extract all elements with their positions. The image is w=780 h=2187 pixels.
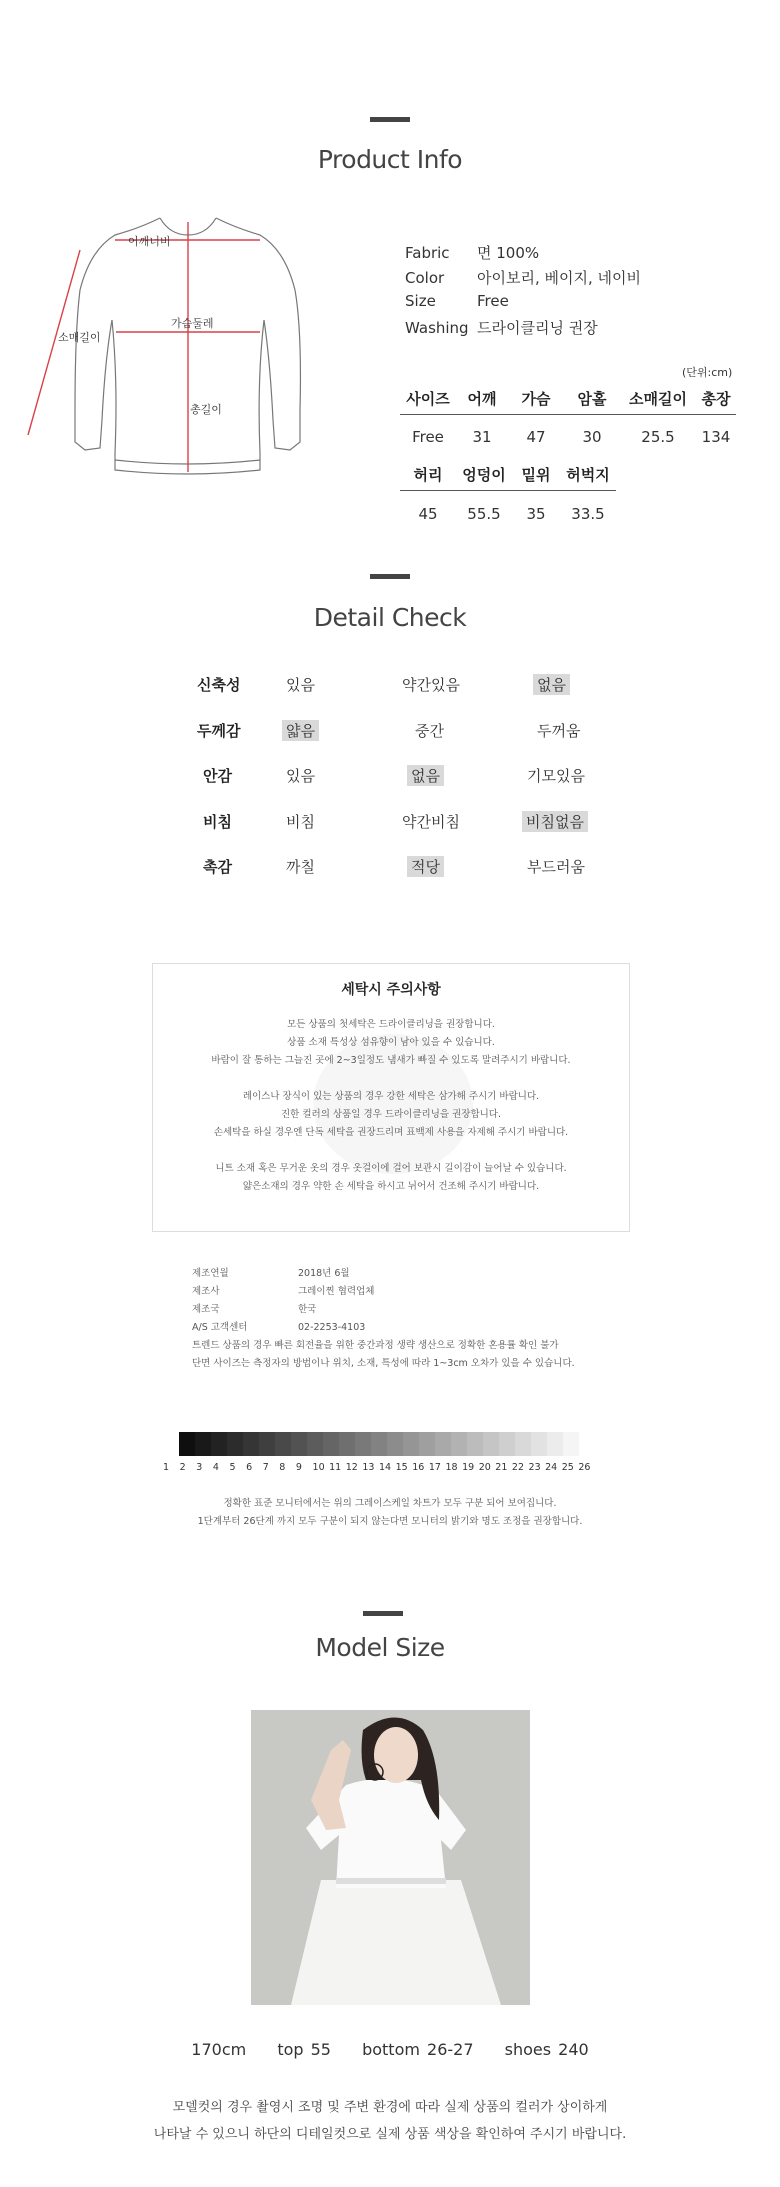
size-value: 31 <box>472 428 492 446</box>
grayscale-number: 14 <box>379 1462 392 1473</box>
grayscale-number: 3 <box>196 1462 203 1473</box>
grayscale-number: 26 <box>578 1462 591 1473</box>
label-shoulder: 어깨너비 <box>128 235 171 248</box>
detail-option: 비침 <box>286 813 315 831</box>
size-value: 134 <box>701 428 731 446</box>
detail-option: 기모있음 <box>527 767 585 785</box>
section-divider <box>370 574 410 579</box>
grayscale-numbers <box>163 1462 613 1476</box>
grayscale-note-1: 정확한 표준 모니터에서는 위의 그레이스케일 차트가 모두 구분 되어 보여집니다. <box>223 1498 557 1509</box>
washing-paragraph-2: 레이스나 장식이 있는 상품의 경우 강한 세탁은 삼가해 주시기 바랍니다. 진한 컬러의 상품일 경우 드라이클리닝을 권장합니다. 손세탁을 하실 경우엔 단독 세탁을 권장드리며 표백제 사용을 자제해 주시기 바랍니다. <box>213 1091 569 1138</box>
unit-label: (단위:cm) <box>682 366 733 379</box>
size-table-2 <box>400 460 616 537</box>
grayscale-swatch <box>323 1432 339 1456</box>
detail-option-selected: 얇음 <box>282 720 319 741</box>
grayscale-swatch <box>435 1432 451 1456</box>
detail-option-selected: 비침없음 <box>522 811 588 832</box>
grayscale-number: 1 <box>163 1462 170 1473</box>
grayscale-swatch <box>499 1432 515 1456</box>
size-header: 어깨 <box>467 390 497 408</box>
grayscale-number: 5 <box>229 1462 236 1473</box>
detail-row <box>0 856 780 880</box>
grayscale-number: 16 <box>412 1462 425 1473</box>
grayscale-number: 9 <box>295 1462 302 1473</box>
grayscale-number: 11 <box>329 1462 342 1473</box>
spec-size: Size Free <box>405 292 509 310</box>
section-divider <box>370 117 410 122</box>
model-note-2: 나타날 수 있으니 하단의 디테일컷으로 실제 상품 색상을 확인하여 주시기 바랍니다. <box>153 2127 627 2142</box>
grayscale-number: 7 <box>262 1462 269 1473</box>
grayscale-swatch <box>563 1432 579 1456</box>
grayscale-swatch <box>579 1432 595 1456</box>
grayscale-swatch <box>275 1432 291 1456</box>
section-divider <box>363 1611 403 1616</box>
detail-option: 약간비침 <box>402 813 460 831</box>
grayscale-number: 24 <box>545 1462 558 1473</box>
model-bottom: bottom 26-27 <box>362 2040 474 2059</box>
grayscale-number: 25 <box>561 1462 574 1473</box>
detail-label: 안감 <box>203 767 232 785</box>
detail-label: 신축성 <box>197 676 241 694</box>
detail-option: 있음 <box>286 676 315 694</box>
grayscale-swatch <box>227 1432 243 1456</box>
detail-label: 두께감 <box>197 722 241 740</box>
model-photo <box>251 1710 530 2005</box>
detail-option: 있음 <box>286 767 315 785</box>
size-header: 총장 <box>701 390 731 408</box>
manufacture-note-2: 단면 사이즈는 측정자의 방법이나 위치, 소재, 특성에 따라 1~3cm 오차가 있을 수 있습니다. <box>192 1358 575 1369</box>
grayscale-swatch <box>467 1432 483 1456</box>
detail-option: 부드러움 <box>527 858 585 876</box>
grayscale-swatch <box>547 1432 563 1456</box>
detail-option: 까칠 <box>286 858 315 876</box>
size-value: 47 <box>526 428 546 446</box>
detail-row <box>0 674 780 698</box>
detail-label: 촉감 <box>203 858 232 876</box>
model-note-1: 모델컷의 경우 촬영시 조명 및 주변 환경에 따라 실제 상품의 컬러가 상이하게 <box>172 2100 608 2115</box>
size-header: 사이즈 <box>406 390 450 408</box>
grayscale-number: 8 <box>279 1462 286 1473</box>
grayscale-note-2: 1단계부터 26단계 까지 모두 구분이 되지 않는다면 모니터의 밝기와 명도 조정을 권장합니다. <box>197 1516 583 1527</box>
size-header: 허리 <box>413 466 443 484</box>
grayscale-number: 19 <box>462 1462 475 1473</box>
grayscale-swatch <box>195 1432 211 1456</box>
grayscale-swatch <box>419 1432 435 1456</box>
model-stats <box>0 2040 780 2059</box>
grayscale-swatch <box>211 1432 227 1456</box>
size-value: 45 <box>418 505 438 523</box>
model-top: top 55 <box>277 2040 331 2059</box>
size-value: Free <box>412 428 444 446</box>
detail-option: 약간있음 <box>402 676 460 694</box>
grayscale-chart <box>179 1432 595 1456</box>
detail-label: 비침 <box>203 813 232 831</box>
washing-paragraph-1: 모든 상품의 첫세탁은 드라이클리닝을 권장합니다. 상품 소재 특성상 섬유향이 남아 있을 수 있습니다. 바람이 잘 통하는 그늘진 곳에 2~3일정도 냄새가 빠질 수 있도록 말려주시기 바랍니다. <box>211 1019 571 1066</box>
label-sleeve: 소매길이 <box>58 331 101 344</box>
size-header: 허벅지 <box>566 466 610 484</box>
grayscale-swatch <box>307 1432 323 1456</box>
grayscale-swatch <box>515 1432 531 1456</box>
manufacturer: 제조사 그레이찐 협력업체 <box>192 1286 375 1297</box>
size-header: 밑위 <box>521 466 551 484</box>
size-header: 엉덩이 <box>462 466 506 484</box>
model-height: 170cm <box>191 2040 247 2059</box>
grayscale-swatch <box>243 1432 259 1456</box>
grayscale-swatch <box>259 1432 275 1456</box>
detail-option: 중간 <box>415 722 444 740</box>
grayscale-swatch <box>403 1432 419 1456</box>
detail-option-selected: 없음 <box>407 765 444 786</box>
garment-diagram <box>20 210 350 490</box>
grayscale-number: 12 <box>345 1462 358 1473</box>
grayscale-number: 10 <box>312 1462 325 1473</box>
grayscale-swatch <box>355 1432 371 1456</box>
label-chest: 가슴둘레 <box>171 317 214 330</box>
size-value: 55.5 <box>467 505 501 523</box>
grayscale-swatch <box>371 1432 387 1456</box>
grayscale-number: 21 <box>495 1462 508 1473</box>
washing-paragraph-3: 니트 소재 혹은 무거운 옷의 경우 옷걸이에 걸어 보관시 길이감이 늘어날 수 있습니다. 얇은소재의 경우 약한 손 세탁을 하시고 뉘어서 건조해 주시기 바랍니다. <box>215 1163 567 1192</box>
washing-notice-box <box>152 963 630 1232</box>
grayscale-number: 2 <box>179 1462 186 1473</box>
product-info-title: Product Info <box>317 145 463 174</box>
model-shoes: shoes 240 <box>504 2040 589 2059</box>
size-header: 가슴 <box>521 390 551 408</box>
size-table-1 <box>400 384 736 459</box>
detail-row <box>0 765 780 789</box>
as-center: A/S 고객센터 02-2253-4103 <box>192 1322 366 1333</box>
grayscale-number: 22 <box>511 1462 525 1473</box>
grayscale-number: 4 <box>212 1462 219 1473</box>
size-value: 35 <box>526 505 546 523</box>
detail-check-title: Detail Check <box>313 603 467 632</box>
spec-color: Color 아이보리, 베이지, 네이비 <box>405 269 641 287</box>
detail-option-selected: 없음 <box>533 674 570 695</box>
spec-fabric: Fabric 면 100% <box>405 244 540 262</box>
size-header: 암홀 <box>577 390 607 408</box>
grayscale-swatch <box>339 1432 355 1456</box>
detail-row <box>0 811 780 835</box>
grayscale-number: 15 <box>395 1462 408 1473</box>
size-value: 30 <box>582 428 602 446</box>
detail-row <box>0 720 780 744</box>
size-header: 소매길이 <box>629 390 687 408</box>
model-size-title: Model Size <box>315 1633 445 1662</box>
label-length: 총길이 <box>190 403 222 416</box>
grayscale-swatch <box>387 1432 403 1456</box>
manufacture-note-1: 트렌드 상품의 경우 빠른 회전율을 위한 중간과정 생략 생산으로 정확한 혼용률 확인 불가 <box>192 1340 559 1351</box>
grayscale-swatch <box>531 1432 547 1456</box>
grayscale-swatch <box>179 1432 195 1456</box>
grayscale-number: 20 <box>478 1462 491 1473</box>
grayscale-number: 17 <box>428 1462 441 1473</box>
detail-option: 두꺼움 <box>537 722 581 740</box>
grayscale-swatch <box>291 1432 307 1456</box>
grayscale-number: 23 <box>528 1462 541 1473</box>
grayscale-number: 18 <box>445 1462 458 1473</box>
grayscale-number: 6 <box>246 1462 253 1473</box>
manufacture-date: 제조연월 2018년 6월 <box>192 1268 350 1279</box>
detail-option-selected: 적당 <box>407 856 444 877</box>
country: 제조국 한국 <box>192 1304 317 1315</box>
size-value: 25.5 <box>641 428 675 446</box>
size-value: 33.5 <box>571 505 605 523</box>
grayscale-swatch <box>451 1432 467 1456</box>
washing-title: 세탁시 주의사항 <box>341 982 441 998</box>
grayscale-swatch <box>483 1432 499 1456</box>
grayscale-number: 13 <box>362 1462 375 1473</box>
spec-washing: Washing 드라이클리닝 권장 <box>405 319 598 337</box>
